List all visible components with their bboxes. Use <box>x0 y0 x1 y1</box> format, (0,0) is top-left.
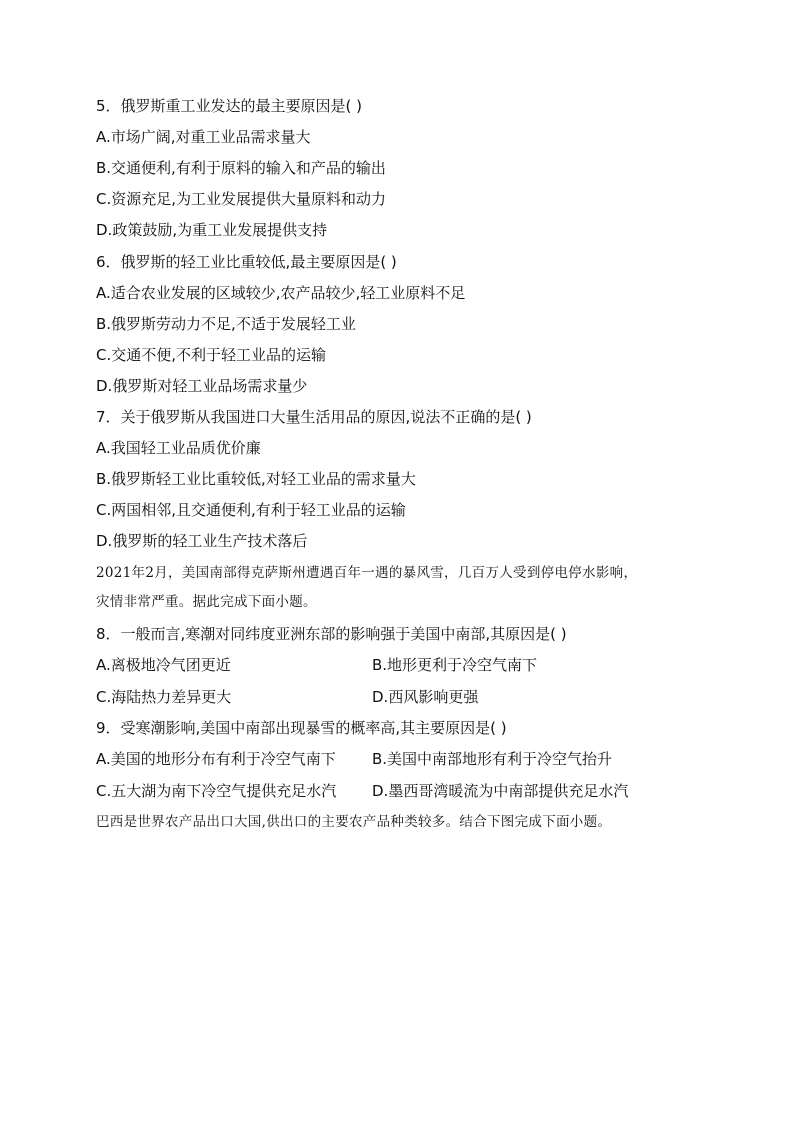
q5-option-a: A.市场广阔,对重工业品需求量大 <box>96 128 311 146</box>
q5-option-c: C.资源充足,为工业发展提供大量原料和动力 <box>96 190 387 208</box>
q9-stem: 9．受寒潮影响,美国中南部出现暴雪的概率高,其主要原因是( ) <box>96 719 507 737</box>
q8-option-c: C.海陆热力差异更大 <box>96 688 232 706</box>
q8-option-b: B.地形更利于冷空气南下 <box>372 656 538 674</box>
q6-option-b: B.俄罗斯劳动力不足,不适于发展轻工业 <box>96 315 356 333</box>
q8-stem: 8．一般而言,寒潮对同纬度亚洲东部的影响强于美国中南部,其原因是( ) <box>96 625 567 643</box>
q6-stem: 6．俄罗斯的轻工业比重较低,最主要原因是( ) <box>96 253 397 271</box>
passage-brazil-line1: 巴西是世界农产品出口大国,供出口的主要农产品种类较多。结合下图完成下面小题。 <box>96 814 612 830</box>
q7-stem: 7．关于俄罗斯从我国进口大量生活用品的原因,说法不正确的是( ) <box>96 408 532 426</box>
q7-option-c: C.两国相邻,且交通便利,有利于轻工业品的运输 <box>96 501 406 519</box>
q7-option-a: A.我国轻工业品质优价廉 <box>96 439 261 457</box>
q6-option-a: A.适合农业发展的区域较少,农产品较少,轻工业原料不足 <box>96 284 466 302</box>
q9-option-c: C.五大湖为南下冷空气提供充足水汽 <box>96 782 337 800</box>
q8-option-a: A.离极地冷气团更近 <box>96 656 231 674</box>
q6-option-c: C.交通不便,不利于轻工业品的运输 <box>96 346 327 364</box>
q7-option-d: D.俄罗斯的轻工业生产技术落后 <box>96 532 308 550</box>
q5-option-d: D.政策鼓励,为重工业发展提供支持 <box>96 221 328 239</box>
q5-stem: 5．俄罗斯重工业发达的最主要原因是( ) <box>96 97 363 115</box>
q9-option-a: A.美国的地形分布有利于冷空气南下 <box>96 750 336 768</box>
q8-option-d: D.西风影响更强 <box>372 688 479 706</box>
passage-snowstorm-line1: 2021年2月，美国南部得克萨斯州遭遇百年一遇的暴风雪，几百万人受到停电停水影响， <box>96 565 638 581</box>
q6-option-d: D.俄罗斯对轻工业品场需求量少 <box>96 377 308 395</box>
q5-option-b: B.交通便利,有利于原料的输入和产品的输出 <box>96 159 386 177</box>
q9-option-d: D.墨西哥湾暖流为中南部提供充足水汽 <box>372 782 629 800</box>
passage-snowstorm-line2: 灾情非常严重。据此完成下面小题。 <box>96 594 317 610</box>
q9-option-b: B.美国中南部地形有利于冷空气抬升 <box>372 750 613 768</box>
q7-option-b: B.俄罗斯轻工业比重较低,对轻工业品的需求量大 <box>96 470 416 488</box>
